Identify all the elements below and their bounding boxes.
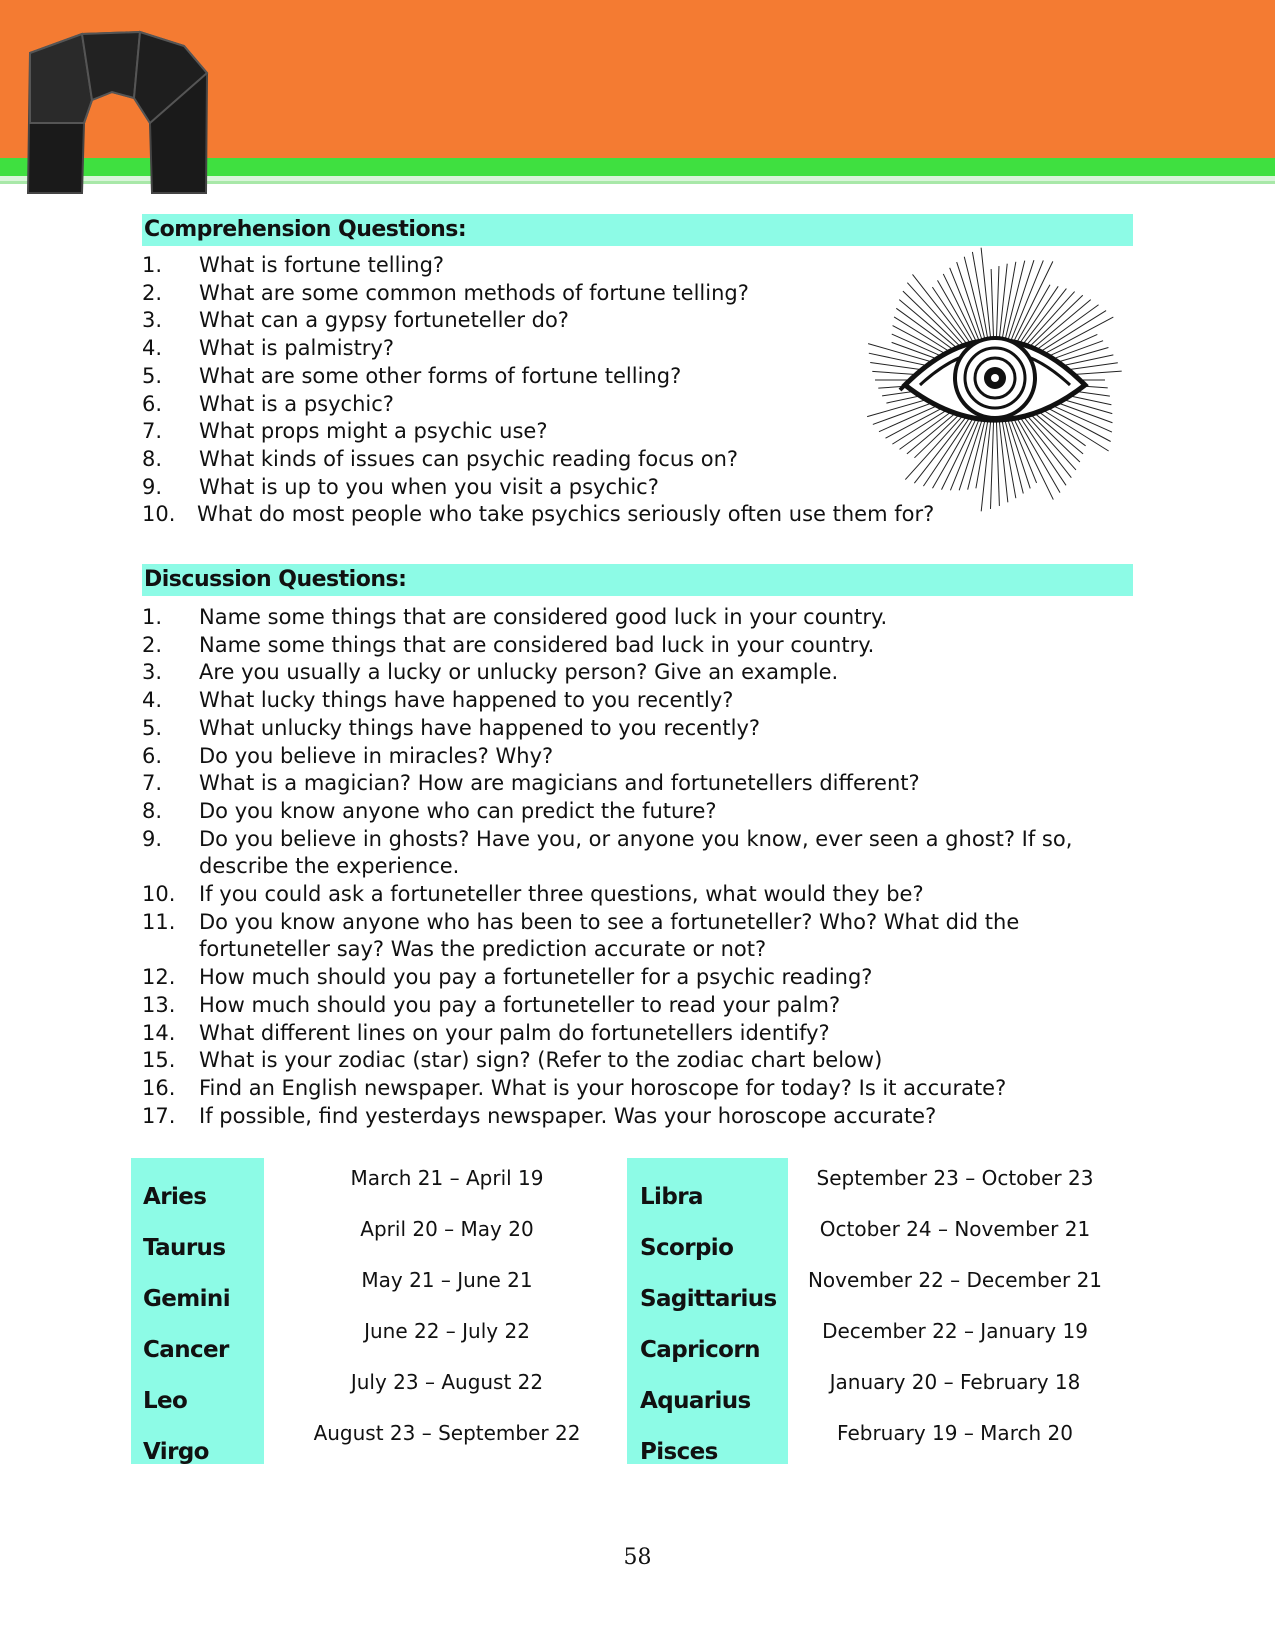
zodiac-sign-cancer: Cancer xyxy=(143,1337,229,1363)
discussion-question xyxy=(142,632,1129,660)
eye-ray xyxy=(981,248,992,352)
question-number: 6. xyxy=(142,391,163,416)
zodiac-dates: February 19 – March 20 xyxy=(837,1421,1073,1445)
question-number: 1. xyxy=(142,253,163,277)
comprehension-question-list xyxy=(142,252,934,529)
arch-logo-icon xyxy=(22,28,212,198)
question-text: What can a gypsy fortuneteller do? xyxy=(199,308,569,333)
all-seeing-eye-icon xyxy=(860,240,1130,530)
discussion-question xyxy=(142,1020,1129,1048)
comprehension-question xyxy=(142,501,934,529)
zodiac-sign-aries: Aries xyxy=(143,1184,207,1210)
question-text: Do you know anyone who has been to see a fortuneteller? Who? What did the fortuneteller say? Was the prediction accurate or not? xyxy=(199,909,1020,962)
question-text: Name some things that are considered good luck in your country. xyxy=(199,605,888,629)
zodiac-sign-leo: Leo xyxy=(143,1388,188,1414)
question-number: 8. xyxy=(142,798,163,823)
discussion-question xyxy=(142,715,1129,743)
discussion-question xyxy=(142,659,1129,687)
question-number: 3. xyxy=(142,660,163,685)
discussion-question xyxy=(142,1047,1129,1075)
question-number: 5. xyxy=(142,363,163,388)
zodiac-dates: November 22 – December 21 xyxy=(807,1268,1103,1292)
comprehension-question xyxy=(142,418,934,446)
discussion-question xyxy=(142,798,1129,826)
comprehension-question xyxy=(142,474,934,502)
question-number: 16. xyxy=(142,1075,176,1100)
question-text: Do you believe in miracles? Why? xyxy=(199,743,554,768)
discussion-question xyxy=(142,964,1129,992)
question-text: What do most people who take psychics seriously often use them for? xyxy=(197,502,935,527)
question-text: Do you know anyone who can predict the future? xyxy=(199,798,717,823)
comprehension-question xyxy=(142,446,934,474)
question-number: 7. xyxy=(142,771,163,796)
question-number: 15. xyxy=(142,1048,176,1073)
comprehension-question xyxy=(142,391,934,419)
question-number: 2. xyxy=(142,632,163,657)
question-text: What props might a psychic use? xyxy=(199,419,548,444)
question-number: 1. xyxy=(142,605,163,629)
zodiac-sign-sagittarius: Sagittarius xyxy=(640,1286,777,1312)
question-number: 3. xyxy=(142,308,163,333)
question-text: Name some things that are considered bad luck in your country. xyxy=(199,632,875,657)
discussion-question xyxy=(142,1103,1129,1131)
discussion-question xyxy=(142,992,1129,1020)
discussion-question xyxy=(142,881,1129,909)
zodiac-dates: May 21 – June 21 xyxy=(361,1268,533,1292)
comprehension-question xyxy=(142,363,934,391)
zodiac-dates: August 23 – September 22 xyxy=(313,1421,581,1445)
question-number: 4. xyxy=(142,688,163,713)
discussion-question-list xyxy=(142,604,1129,1130)
question-text: What is your zodiac (star) sign? (Refer to the zodiac chart below) xyxy=(199,1048,883,1073)
question-number: 9. xyxy=(142,474,163,499)
zodiac-sign-scorpio: Scorpio xyxy=(640,1235,734,1261)
question-text: What are some other forms of fortune telling? xyxy=(199,363,682,388)
comprehension-heading: Comprehension Questions: xyxy=(142,214,1133,246)
comprehension-question xyxy=(142,252,934,280)
question-text: If you could ask a fortuneteller three questions, what would they be? xyxy=(199,882,924,907)
question-text: What different lines on your palm do fortunetellers identify? xyxy=(199,1020,830,1045)
zodiac-sign-taurus: Taurus xyxy=(143,1235,226,1261)
discussion-question xyxy=(142,604,1129,632)
zodiac-dates: December 22 – January 19 xyxy=(822,1319,1088,1343)
question-number: 7. xyxy=(142,419,163,444)
question-text: How much should you pay a fortuneteller for a psychic reading? xyxy=(199,965,873,990)
zodiac-dates: July 23 – August 22 xyxy=(350,1370,544,1394)
question-text: What is fortune telling? xyxy=(199,253,445,277)
question-text: Are you usually a lucky or unlucky person? Give an example. xyxy=(199,660,839,685)
question-text: Find an English newspaper. What is your horoscope for today? Is it accurate? xyxy=(199,1075,1007,1100)
discussion-question xyxy=(142,1075,1129,1103)
page-number: 58 xyxy=(623,1545,652,1570)
question-number: 10. xyxy=(142,502,176,527)
eye-ray xyxy=(1008,261,1053,352)
question-text: What unlucky things have happened to you recently? xyxy=(199,715,761,740)
comprehension-question xyxy=(142,280,934,308)
question-number: 4. xyxy=(142,336,163,361)
question-number: 12. xyxy=(142,965,176,990)
question-text: If possible, find yesterdays newspaper. Was your horoscope accurate? xyxy=(199,1103,937,1128)
question-text: Do you believe in ghosts? Have you, or anyone you know, ever seen a ghost? If so, describe the experience. xyxy=(199,826,1073,879)
question-number: 13. xyxy=(142,992,176,1017)
question-text: What is up to you when you visit a psychic? xyxy=(199,474,659,499)
question-number: 8. xyxy=(142,446,163,471)
question-text: What is palmistry? xyxy=(199,336,395,361)
discussion-question xyxy=(142,687,1129,715)
zodiac-sign-pisces: Pisces xyxy=(640,1439,718,1465)
question-number: 2. xyxy=(142,280,163,305)
question-text: What is a magician? How are magicians and fortunetellers different? xyxy=(199,771,920,796)
discussion-question xyxy=(142,770,1129,798)
question-text: What lucky things have happened to you recently? xyxy=(199,688,734,713)
comprehension-question xyxy=(142,335,934,363)
comprehension-question xyxy=(142,307,934,335)
question-number: 6. xyxy=(142,743,163,768)
zodiac-dates: April 20 – May 20 xyxy=(360,1217,534,1241)
question-text: What is a psychic? xyxy=(199,391,394,416)
zodiac-sign-virgo: Virgo xyxy=(143,1439,209,1465)
discussion-question xyxy=(142,743,1129,771)
question-number: 14. xyxy=(142,1020,176,1045)
zodiac-sign-gemini: Gemini xyxy=(143,1286,230,1312)
eye-ray xyxy=(996,409,999,505)
eye-ray xyxy=(981,408,992,511)
question-text: How much should you pay a fortuneteller to read your palm? xyxy=(199,992,841,1017)
discussion-question xyxy=(142,826,1129,881)
zodiac-sign-libra: Libra xyxy=(640,1184,703,1210)
discussion-question xyxy=(142,909,1129,964)
question-text: What kinds of issues can psychic reading focus on? xyxy=(199,446,739,471)
zodiac-sign-capricorn: Capricorn xyxy=(640,1337,760,1363)
zodiac-dates: March 21 – April 19 xyxy=(350,1166,544,1190)
eye-ray xyxy=(990,410,993,509)
question-number: 17. xyxy=(142,1103,176,1128)
zodiac-sign-aquarius: Aquarius xyxy=(640,1388,751,1414)
zodiac-dates: September 23 – October 23 xyxy=(816,1166,1094,1190)
question-number: 10. xyxy=(142,882,176,907)
question-number: 9. xyxy=(142,826,163,851)
discussion-heading: Discussion Questions: xyxy=(142,564,1133,596)
zodiac-dates: June 22 – July 22 xyxy=(364,1319,530,1343)
zodiac-dates: October 24 – November 21 xyxy=(819,1217,1091,1241)
question-number: 5. xyxy=(142,715,163,740)
zodiac-dates: January 20 – February 18 xyxy=(829,1370,1081,1394)
question-text: What are some common methods of fortune telling? xyxy=(199,280,749,305)
question-number: 11. xyxy=(142,909,176,934)
